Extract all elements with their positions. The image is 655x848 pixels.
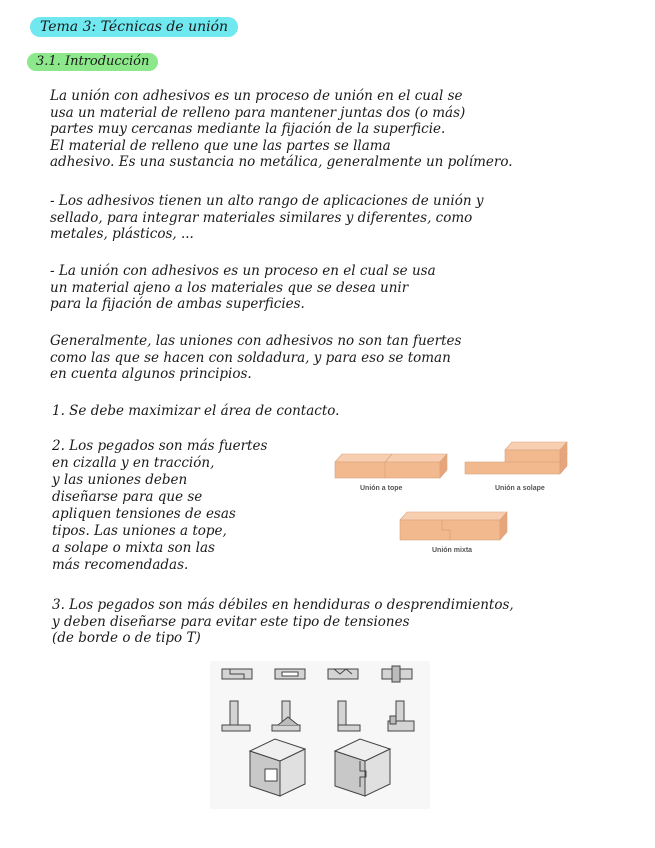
- bullet-item: - La unión con adhesivos es un proceso en el cual se usa un material ajeno a los materiales que se desea unir para la fijación de ambas superficies.: [50, 263, 436, 312]
- intro-paragraph: La unión con adhesivos es un proceso de unión en el cual se usa un material de relleno para mantener juntas dos (o más) partes muy cercanas mediante la fijación de la superficie. El material de relleno que une las partes se llama adhesivo. Es una sustancia no metálica, generalmente un polímero.: [50, 88, 513, 170]
- principle-item: 1. Se debe maximizar el área de contacto.: [52, 403, 340, 419]
- page-title: Tema 3: Técnicas de unión: [30, 17, 238, 37]
- lap-joint-label: Unión a solape: [495, 485, 545, 492]
- principle-item: 3. Los pegados son más débiles en hendiduras o desprendimientos, y deben diseñarse para evitar este tipo de tensiones (de borde o de tipo T): [52, 597, 514, 646]
- mixed-joint-label: Unión mixta: [432, 547, 473, 554]
- lap-joint-diagram: [465, 442, 567, 492]
- general-paragraph: Generalmente, las uniones con adhesivos no son tan fuertes como las que se hacen con soldadura, y para eso se toman en cuenta algunos principios.: [50, 333, 462, 382]
- bullet-item: - Los adhesivos tienen un alto rango de aplicaciones de unión y sellado, para integrar materiales similares y diferentes, como metales, plásticos, ...: [50, 193, 484, 242]
- section-heading: 3.1. Introducción: [27, 53, 158, 71]
- mixed-joint-diagram: [400, 512, 507, 554]
- joint-types-illustration: [330, 440, 630, 560]
- butt-joint-label: Unión a tope: [360, 485, 403, 492]
- joint-design-figure: [210, 661, 430, 809]
- principle-item: 2. Los pegados son más fuertes en cizalla y en tracción, y las uniones deben diseñarse para que se apliquen tensiones de esas tipos. Las uniones a tope, a solape o mixta son las más recomendadas.: [52, 438, 268, 573]
- butt-joint-diagram: [335, 454, 447, 492]
